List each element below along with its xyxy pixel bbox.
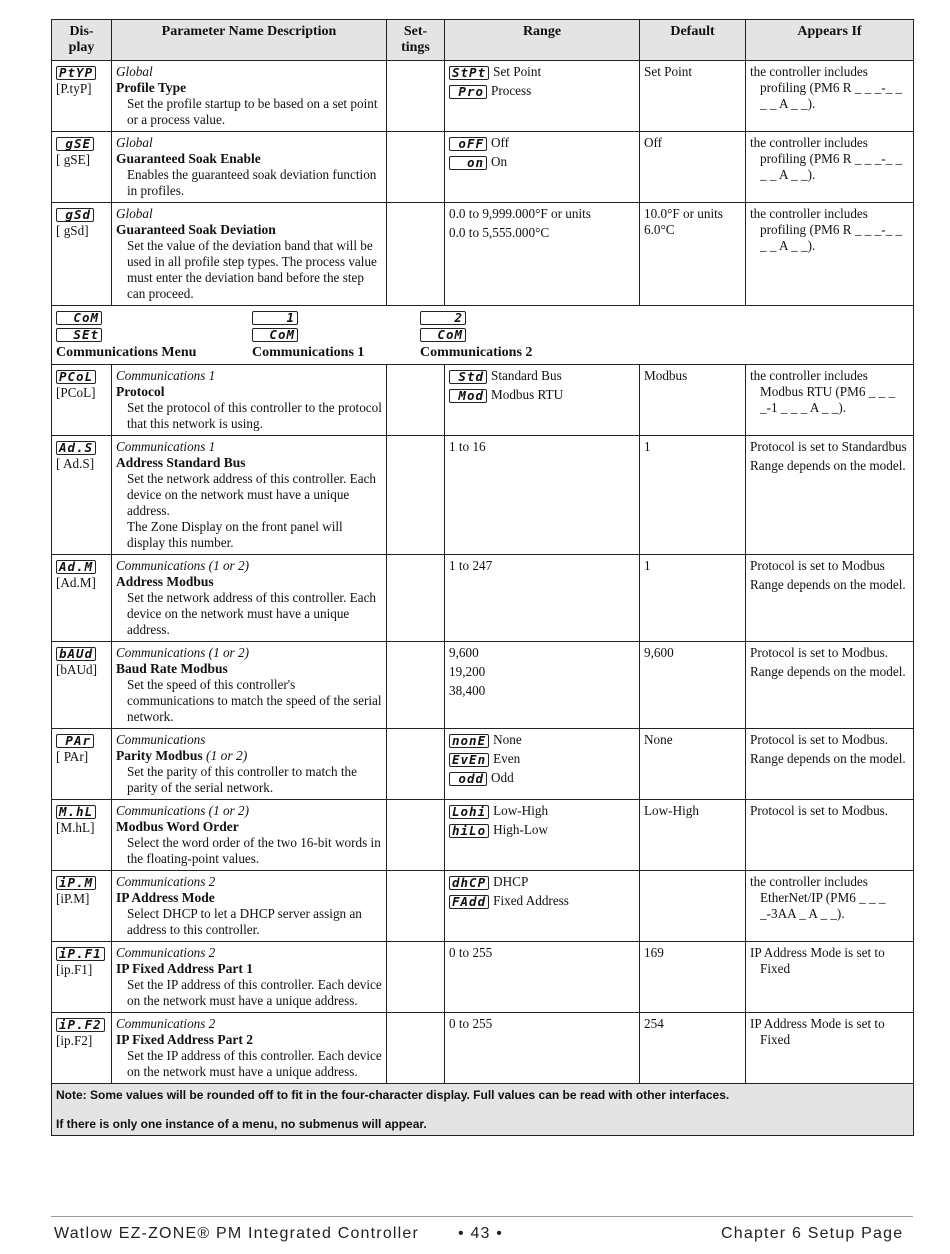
display-abbreviation: [P.tyP] bbox=[56, 81, 92, 96]
display-cell bbox=[52, 800, 112, 871]
settings-cell bbox=[387, 729, 445, 800]
parameter-name bbox=[116, 222, 382, 238]
footer-divider bbox=[51, 1216, 913, 1217]
display-abbreviation: [PCoL] bbox=[56, 385, 96, 400]
header-display: Dis- play bbox=[52, 20, 112, 61]
default-cell: 1 bbox=[640, 555, 746, 642]
parameter-cell bbox=[112, 365, 387, 436]
range-option bbox=[449, 225, 635, 241]
display-cell bbox=[52, 642, 112, 729]
appears-if-cell bbox=[746, 642, 914, 729]
footer-left-text: Watlow EZ-ZONE® PM Integrated Controller bbox=[54, 1225, 420, 1242]
range-cell bbox=[445, 729, 640, 800]
lcd-display: 1 bbox=[252, 311, 298, 325]
header-range: Range bbox=[445, 20, 640, 61]
lcd-display: hiLo bbox=[449, 824, 489, 838]
header-appears-if: Appears If bbox=[746, 20, 914, 61]
parameter-description: Set the network address of this controller. Each device on the network must have a unique address. The Zone Display on the front panel will display this number. bbox=[127, 471, 377, 550]
lcd-display: odd bbox=[449, 772, 487, 786]
settings-cell bbox=[387, 1013, 445, 1084]
appears-condition: Range depends on the model. bbox=[750, 458, 906, 473]
parameter-row bbox=[52, 729, 914, 800]
lcd-display: nonE bbox=[449, 734, 489, 748]
range-cell bbox=[445, 61, 640, 132]
range-label: On bbox=[491, 154, 508, 169]
default-cell: 254 bbox=[640, 1013, 746, 1084]
lcd-display: Std bbox=[449, 370, 487, 384]
parameter-name bbox=[116, 574, 382, 590]
parameter-row bbox=[52, 436, 914, 555]
range-option bbox=[449, 751, 635, 767]
lcd-display: CoM bbox=[56, 311, 102, 325]
default-cell: 1 bbox=[640, 436, 746, 555]
lcd-display: PtYP bbox=[56, 66, 96, 80]
display-cell bbox=[52, 555, 112, 642]
note-row bbox=[52, 1084, 914, 1136]
parameter-cell bbox=[112, 436, 387, 555]
range-label: 1 to 247 bbox=[449, 558, 493, 573]
range-option bbox=[449, 945, 635, 961]
lcd-display: StPt bbox=[449, 66, 489, 80]
note-line: If there is only one instance of a menu, no submenus will appear. bbox=[56, 1117, 427, 1131]
settings-cell bbox=[387, 800, 445, 871]
appears-if-cell bbox=[746, 1013, 914, 1084]
parameter-category: Global bbox=[116, 64, 153, 79]
lcd-display: on bbox=[449, 156, 487, 170]
parameter-name bbox=[116, 384, 382, 400]
lcd-display: 2 bbox=[420, 311, 466, 325]
settings-cell bbox=[387, 871, 445, 942]
parameter-description: Select DHCP to let a DHCP server assign an address to this controller. bbox=[127, 906, 362, 937]
appears-condition: the controller includes profiling (PM6 R _ _ _-_ _ _ _ A _ _). bbox=[750, 64, 903, 111]
menu-row bbox=[52, 306, 914, 365]
display-cell bbox=[52, 871, 112, 942]
display-cell bbox=[52, 365, 112, 436]
parameter-row bbox=[52, 800, 914, 871]
settings-cell bbox=[387, 61, 445, 132]
parameter-name-text: Baud Rate Modbus bbox=[116, 661, 228, 676]
lcd-display: CoM bbox=[252, 328, 298, 342]
appears-if-cell bbox=[746, 203, 914, 306]
parameter-description: Select the word order of the two 16-bit words in the floating-point values. bbox=[127, 835, 381, 866]
lcd-display: FAdd bbox=[449, 895, 489, 909]
appears-if-cell bbox=[746, 555, 914, 642]
parameter-category: Communications bbox=[116, 732, 206, 747]
parameter-name-text: Parity Modbus bbox=[116, 748, 203, 763]
note-line: Note: Some values will be rounded off to fit in the four-character display. Full values can be read with other interfaces. bbox=[56, 1088, 730, 1102]
parameter-description: Set the speed of this controller's communications to match the speed of the serial network. bbox=[127, 677, 382, 724]
parameter-cell bbox=[112, 61, 387, 132]
range-label: DHCP bbox=[493, 874, 529, 889]
range-option bbox=[449, 387, 635, 403]
settings-cell bbox=[387, 436, 445, 555]
lcd-display: PAr bbox=[56, 734, 94, 748]
lcd-display: gSE bbox=[56, 137, 94, 151]
appears-condition: the controller includes profiling (PM6 R _ _ _-_ _ _ _ A _ _). bbox=[750, 135, 903, 182]
appears-if-cell bbox=[746, 365, 914, 436]
display-cell bbox=[52, 1013, 112, 1084]
parameter-category: Global bbox=[116, 206, 153, 221]
default-cell: Modbus bbox=[640, 365, 746, 436]
default-cell: 169 bbox=[640, 942, 746, 1013]
appears-if-cell bbox=[746, 729, 914, 800]
range-option bbox=[449, 822, 635, 838]
parameter-name-text: IP Fixed Address Part 2 bbox=[116, 1032, 254, 1047]
parameter-category: Communications 2 bbox=[116, 874, 216, 889]
lcd-display: bAUd bbox=[56, 647, 96, 661]
range-label: 38,400 bbox=[449, 683, 486, 698]
display-cell bbox=[52, 729, 112, 800]
range-label: 0 to 255 bbox=[449, 1016, 493, 1031]
parameter-category: Communications 1 bbox=[116, 439, 216, 454]
display-cell bbox=[52, 436, 112, 555]
range-option bbox=[449, 1016, 635, 1032]
appears-condition: Range depends on the model. bbox=[750, 751, 906, 766]
default-cell: Off bbox=[640, 132, 746, 203]
range-label: Process bbox=[491, 83, 532, 98]
display-abbreviation: [ gSE] bbox=[56, 152, 91, 167]
parameter-description: Set the IP address of this controller. Each device on the network must have a unique address. bbox=[127, 1048, 382, 1079]
display-abbreviation: [ip.F1] bbox=[56, 962, 93, 977]
menu-label: Communications Menu bbox=[56, 345, 197, 360]
appears-condition: the controller includes Modbus RTU (PM6 _ _ _ _-1 _ _ _ A _ _). bbox=[750, 368, 896, 415]
appears-condition: the controller includes EtherNet/IP (PM6 _ _ _ _-3AA _ A _ _). bbox=[750, 874, 886, 921]
range-label: Low-High bbox=[493, 803, 549, 818]
range-option bbox=[449, 83, 635, 99]
parameter-name-text: Protocol bbox=[116, 384, 165, 399]
settings-cell bbox=[387, 203, 445, 306]
lcd-display: EvEn bbox=[449, 753, 489, 767]
appears-if-cell bbox=[746, 61, 914, 132]
parameter-category: Communications (1 or 2) bbox=[116, 558, 249, 573]
parameter-row bbox=[52, 61, 914, 132]
parameter-row bbox=[52, 642, 914, 729]
appears-condition: Range depends on the model. bbox=[750, 664, 906, 679]
parameter-cell bbox=[112, 729, 387, 800]
parameter-name-text: Profile Type bbox=[116, 80, 187, 95]
display-abbreviation: [Ad.M] bbox=[56, 575, 96, 590]
parameter-description: Set the IP address of this controller. Each device on the network must have a unique address. bbox=[127, 977, 382, 1008]
parameter-name-text: Guaranteed Soak Deviation bbox=[116, 222, 276, 237]
parameter-category: Communications (1 or 2) bbox=[116, 645, 249, 660]
range-option bbox=[449, 770, 635, 786]
parameter-name-text: Modbus Word Order bbox=[116, 819, 239, 834]
parameter-name-text: Guaranteed Soak Enable bbox=[116, 151, 261, 166]
range-option bbox=[449, 368, 635, 384]
parameter-name-text: IP Address Mode bbox=[116, 890, 215, 905]
parameter-name-text: Address Standard Bus bbox=[116, 455, 246, 470]
range-cell bbox=[445, 365, 640, 436]
appears-condition: Protocol is set to Modbus. bbox=[750, 645, 889, 660]
parameter-name bbox=[116, 748, 382, 764]
settings-cell bbox=[387, 942, 445, 1013]
default-cell: None bbox=[640, 729, 746, 800]
parameter-cell bbox=[112, 942, 387, 1013]
parameter-description: Set the network address of this controller. Each device on the network must have a unique address. bbox=[127, 590, 377, 637]
range-cell bbox=[445, 942, 640, 1013]
settings-cell bbox=[387, 132, 445, 203]
menu-label: Communications 1 bbox=[252, 345, 365, 360]
parameter-name bbox=[116, 151, 382, 167]
range-label: Even bbox=[493, 751, 521, 766]
default-cell: 9,600 bbox=[640, 642, 746, 729]
header-settings: Set- tings bbox=[387, 20, 445, 61]
range-cell bbox=[445, 436, 640, 555]
parameter-cell bbox=[112, 871, 387, 942]
range-label: Odd bbox=[491, 770, 514, 785]
range-label: 1 to 16 bbox=[449, 439, 486, 454]
header-default: Default bbox=[640, 20, 746, 61]
appears-if-cell bbox=[746, 436, 914, 555]
parameter-name bbox=[116, 890, 382, 906]
settings-cell bbox=[387, 642, 445, 729]
settings-cell bbox=[387, 365, 445, 436]
parameter-cell bbox=[112, 1013, 387, 1084]
menu-label: Communications 2 bbox=[420, 345, 533, 360]
parameter-row bbox=[52, 203, 914, 306]
parameter-row bbox=[52, 942, 914, 1013]
parameter-description: Set the profile startup to be based on a set point or a process value. bbox=[127, 96, 378, 127]
parameter-description: Set the protocol of this controller to the protocol that this network is using. bbox=[127, 400, 382, 431]
menu-comm-1 bbox=[252, 311, 364, 361]
lcd-display: CoM bbox=[420, 328, 466, 342]
lcd-display: iP.M bbox=[56, 876, 96, 890]
parameter-row bbox=[52, 132, 914, 203]
range-label: Modbus RTU bbox=[491, 387, 564, 402]
appears-if-cell bbox=[746, 942, 914, 1013]
appears-condition: IP Address Mode is set to Fixed bbox=[750, 1016, 885, 1047]
default-cell bbox=[640, 871, 746, 942]
parameter-cell bbox=[112, 132, 387, 203]
default-cell: Low-High bbox=[640, 800, 746, 871]
appears-condition: Protocol is set to Modbus. bbox=[750, 803, 889, 818]
parameter-cell bbox=[112, 642, 387, 729]
parameter-name-text: Address Modbus bbox=[116, 574, 214, 589]
parameter-category: Communications 2 bbox=[116, 1016, 216, 1031]
range-cell bbox=[445, 555, 640, 642]
range-option bbox=[449, 558, 635, 574]
header-parameter: Parameter Name Description bbox=[112, 20, 387, 61]
parameter-name-text: IP Fixed Address Part 1 bbox=[116, 961, 254, 976]
display-abbreviation: [ Ad.S] bbox=[56, 456, 95, 471]
range-cell bbox=[445, 800, 640, 871]
lcd-display: M.hL bbox=[56, 805, 96, 819]
parameter-row bbox=[52, 871, 914, 942]
parameter-description: Enables the guaranteed soak deviation function in profiles. bbox=[127, 167, 377, 198]
range-label: 9,600 bbox=[449, 645, 479, 660]
lcd-display: Ad.M bbox=[56, 560, 96, 574]
display-abbreviation: [M.hL] bbox=[56, 820, 95, 835]
table-body-global bbox=[52, 61, 914, 306]
lcd-display: dhCP bbox=[449, 876, 489, 890]
range-label: High-Low bbox=[493, 822, 549, 837]
lcd-display: oFF bbox=[449, 137, 487, 151]
range-option bbox=[449, 874, 635, 890]
lcd-display: Ad.S bbox=[56, 441, 96, 455]
table-body-note bbox=[52, 1084, 914, 1136]
range-label: Set Point bbox=[493, 64, 542, 79]
parameter-name bbox=[116, 819, 382, 835]
range-option bbox=[449, 439, 635, 455]
range-option bbox=[449, 732, 635, 748]
appears-if-cell bbox=[746, 800, 914, 871]
parameter-name bbox=[116, 661, 382, 677]
range-option bbox=[449, 664, 635, 680]
range-option bbox=[449, 645, 635, 661]
display-abbreviation: [iP.M] bbox=[56, 891, 90, 906]
range-label: 19,200 bbox=[449, 664, 486, 679]
lcd-display: Pro bbox=[449, 85, 487, 99]
range-cell bbox=[445, 642, 640, 729]
table-body-menu bbox=[52, 306, 914, 365]
lcd-display: PCoL bbox=[56, 370, 96, 384]
display-abbreviation: [ gSd] bbox=[56, 223, 89, 238]
parameter-category: Communications 2 bbox=[116, 945, 216, 960]
parameter-cell bbox=[112, 800, 387, 871]
range-option bbox=[449, 154, 635, 170]
appears-if-cell bbox=[746, 132, 914, 203]
range-option bbox=[449, 135, 635, 151]
parameter-cell bbox=[112, 203, 387, 306]
default-cell: Set Point bbox=[640, 61, 746, 132]
lcd-display: iP.F1 bbox=[56, 947, 105, 961]
range-option bbox=[449, 803, 635, 819]
range-cell bbox=[445, 871, 640, 942]
menu-comm-main bbox=[56, 311, 196, 361]
menu-comm-2 bbox=[420, 311, 532, 361]
display-cell bbox=[52, 203, 112, 306]
appears-condition: IP Address Mode is set to Fixed bbox=[750, 945, 885, 976]
lcd-display: iP.F2 bbox=[56, 1018, 105, 1032]
display-abbreviation: [ip.F2] bbox=[56, 1033, 93, 1048]
display-abbreviation: [ PAr] bbox=[56, 749, 89, 764]
table-body-communications bbox=[52, 365, 914, 1084]
parameter-description: Set the parity of this controller to match the parity of the serial network. bbox=[127, 764, 357, 795]
appears-condition: the controller includes profiling (PM6 R _ _ _-_ _ _ _ A _ _). bbox=[750, 206, 903, 253]
note-cell bbox=[52, 1084, 914, 1136]
lcd-display: Mod bbox=[449, 389, 487, 403]
range-cell bbox=[445, 203, 640, 306]
parameter-name bbox=[116, 961, 382, 977]
display-cell bbox=[52, 942, 112, 1013]
range-option bbox=[449, 64, 635, 80]
parameter-name bbox=[116, 1032, 382, 1048]
range-label: 0.0 to 9,999.000°F or units bbox=[449, 206, 591, 221]
display-cell bbox=[52, 61, 112, 132]
parameter-name-suffix: (1 or 2) bbox=[206, 748, 248, 763]
range-label: Off bbox=[491, 135, 510, 150]
chapter-title: Chapter 6 Setup Page bbox=[721, 1225, 904, 1242]
appears-condition: Protocol is set to Modbus. bbox=[750, 732, 889, 747]
range-label: 0 to 255 bbox=[449, 945, 493, 960]
display-abbreviation: [bAUd] bbox=[56, 662, 98, 677]
appears-condition: Protocol is set to Modbus bbox=[750, 558, 885, 573]
parameter-cell bbox=[112, 555, 387, 642]
page-number: • 43 • bbox=[458, 1225, 504, 1242]
lcd-display: SEt bbox=[56, 328, 102, 342]
appears-condition: Range depends on the model. bbox=[750, 577, 906, 592]
appears-condition: Protocol is set to Standardbus bbox=[750, 439, 907, 454]
parameter-row bbox=[52, 1013, 914, 1084]
parameter-description: Set the value of the deviation band that will be used in all profile step types. The process value must enter the deviation band before the step can proceed. bbox=[127, 238, 377, 301]
range-option bbox=[449, 206, 635, 222]
header-row bbox=[52, 20, 914, 61]
parameter-name bbox=[116, 80, 382, 96]
range-cell bbox=[445, 132, 640, 203]
range-label: 0.0 to 5,555.000°C bbox=[449, 225, 550, 240]
default-cell: 10.0°F or units 6.0°C bbox=[640, 203, 746, 306]
settings-cell bbox=[387, 555, 445, 642]
lcd-display: gSd bbox=[56, 208, 94, 222]
appears-if-cell bbox=[746, 871, 914, 942]
parameter-category: Communications (1 or 2) bbox=[116, 803, 249, 818]
parameter-table bbox=[51, 19, 914, 1136]
parameter-row bbox=[52, 365, 914, 436]
range-cell bbox=[445, 1013, 640, 1084]
range-option bbox=[449, 683, 635, 699]
range-label: None bbox=[493, 732, 522, 747]
parameter-category: Communications 1 bbox=[116, 368, 216, 383]
parameter-row bbox=[52, 555, 914, 642]
display-cell bbox=[52, 132, 112, 203]
range-option bbox=[449, 893, 635, 909]
footer-title bbox=[54, 1225, 419, 1243]
menu-cell bbox=[52, 306, 914, 365]
range-label: Fixed Address bbox=[493, 893, 569, 908]
range-label: Standard Bus bbox=[491, 368, 562, 383]
parameter-category: Global bbox=[116, 135, 153, 150]
parameter-name bbox=[116, 455, 382, 471]
lcd-display: Lohi bbox=[449, 805, 489, 819]
